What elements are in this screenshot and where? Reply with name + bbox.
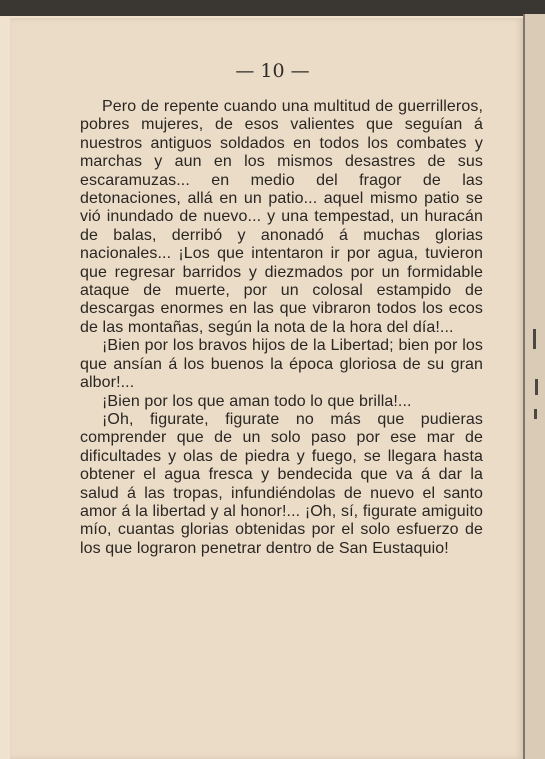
paragraph: ¡Bien por los bravos hijos de la Libertad; bien por los que ansían á los buenos la época gloriosa de su gran albor!... xyxy=(80,337,483,392)
body-text xyxy=(80,98,483,558)
paragraph: ¡Oh, figurate, figurate no más que pudieras comprender que de un solo paso por ese mar de dificultades y olas de piedra y fuego, se llegara hasta obtener el agua fresca y bendecida que va á dar la salud á las tropas, infundiéndolas de nuevo el santo amor á la libertad y al honor!... ¡Oh, sí, figurate amiguito mío, cuantas glorias obtenidas por el solo esfuerzo de los que lograron penetrar dentro de San Eustaquio! xyxy=(80,410,483,557)
paragraph: ¡Bien por los que aman todo lo que brilla!... xyxy=(102,392,412,410)
next-page-edge xyxy=(523,14,545,759)
paragraph: Pero de repente cuando una multitud de guerrilleros, pobres mujeres, de esos valientes que seguían á nuestros antiguos soldados en todos los combates y marchas y aun en los mismos desastres de sus escaramuzas... en medio del fragor de las detonaciones, allá en un patio... aquel mismo patio se vió inundado de nuevo... y una tempestad, un huracán de balas, derribó y anonadó á muchas glorias nacionales... ¡Los que intentaron ir por agua, tuvieron que regresar barridos y diezmados por un formidable ataque de muerte, por un colosal estampido de descargas enormes en las que vibraron todos los ecos de las montañas, según la nota de la hora del día!... xyxy=(80,98,483,336)
edge-ink-mark xyxy=(533,329,536,349)
edge-ink-mark xyxy=(534,409,537,419)
book-binding-edge xyxy=(0,0,545,16)
page-number: — 10 — xyxy=(235,60,310,82)
edge-ink-mark xyxy=(535,379,538,395)
